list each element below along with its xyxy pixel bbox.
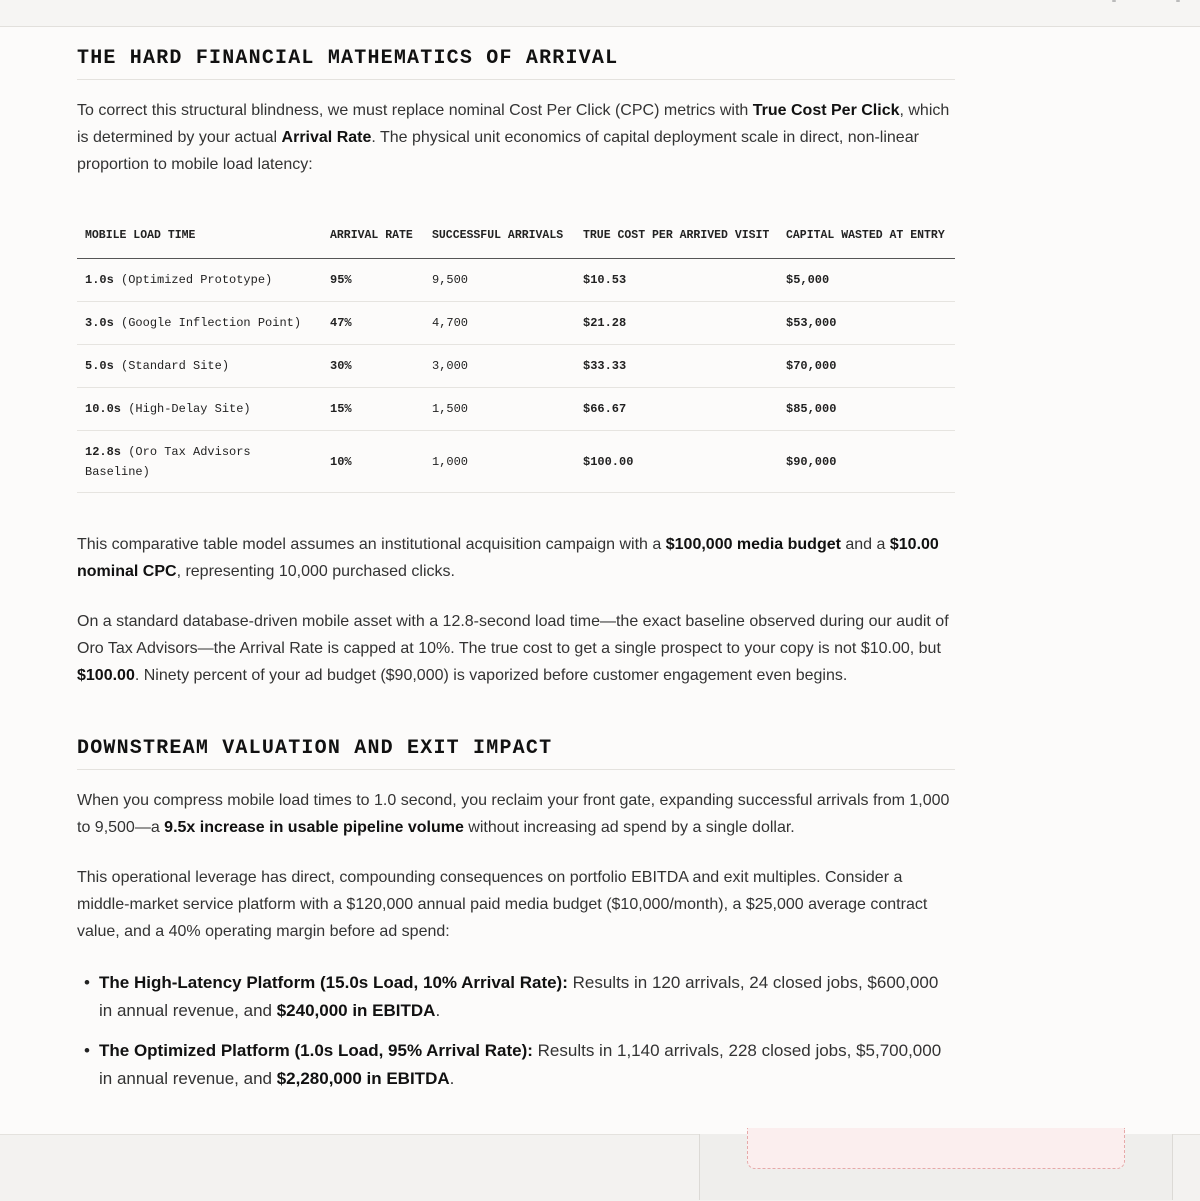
list-item xyxy=(84,1037,955,1093)
table-row xyxy=(77,302,955,345)
true-cost-cell: $21.28 xyxy=(575,302,778,345)
bold-run: $10.00 nominal CPC xyxy=(77,536,939,580)
load-time-value: 5.0s xyxy=(85,359,114,373)
load-time-cell xyxy=(77,345,322,388)
table-row xyxy=(77,345,955,388)
text-run: , which is determined by your actual xyxy=(77,102,950,146)
load-time-value: 12.8s xyxy=(85,444,122,459)
intro-paragraph xyxy=(77,97,955,178)
true-cost-cell: $66.67 xyxy=(575,388,778,431)
text-run: . xyxy=(449,1069,455,1088)
load-time-value: 3.0s xyxy=(85,316,114,330)
capital-wasted-cell: $90,000 xyxy=(778,431,955,493)
bold-run: $2,280,000 in EBITDA xyxy=(276,1069,450,1088)
capital-wasted-cell: $85,000 xyxy=(778,388,955,431)
bullet-marker: • xyxy=(84,1041,90,1060)
compression-paragraph xyxy=(77,787,955,841)
leverage-paragraph: This operational leverage has direct, compounding consequences on portfolio EBITDA and exit multiples. Consider a middle-market service platform with a $120,000 annual paid media budget ($10,000/month), a $25,000 average contract value, and a 40% operating margin before ad spend: xyxy=(77,869,928,940)
table-row xyxy=(77,431,955,493)
load-time-description: (High-Delay Site) xyxy=(121,402,251,416)
load-time-description: (Optimized Prototype) xyxy=(113,273,273,287)
table-row xyxy=(77,388,955,431)
load-time-description: (Google Inflection Point) xyxy=(113,316,302,330)
toolbar-marker xyxy=(1112,0,1116,2)
text-run: This comparative table model assumes an institutional acquisition campaign with a xyxy=(77,536,666,553)
baseline-analysis-paragraph xyxy=(77,608,955,689)
table-assumptions-paragraph xyxy=(77,531,955,585)
arrival-rate-cell: 95% xyxy=(322,259,424,302)
text-run: . Ninety percent of your ad budget ($90,000) is vaporized before customer engagement even begins. xyxy=(134,667,848,684)
section-heading-financial-mathematics: THE HARD FINANCIAL MATHEMATICS OF ARRIVAL xyxy=(77,47,955,80)
true-cost-cell: $33.33 xyxy=(575,345,778,388)
successful-arrivals-cell: 4,700 xyxy=(424,302,575,345)
bold-run: 9.5x increase in usable pipeline volume xyxy=(164,819,464,836)
article-content xyxy=(77,27,955,1105)
bold-run: The Optimized Platform (1.0s Load, 95% Arrival Rate): xyxy=(99,1041,533,1060)
bullet-marker: • xyxy=(84,973,90,992)
bold-run: $100.00 xyxy=(77,667,135,684)
text-run: When you compress mobile load times to 1.0 second, you reclaim your front gate, expanding successful arrivals from 1,000 to 9,500—a xyxy=(77,792,950,836)
arrival-rate-cell: 30% xyxy=(322,345,424,388)
bold-run: Arrival Rate xyxy=(281,129,372,146)
bold-run: $100,000 media budget xyxy=(665,536,841,553)
column-header-capital-wasted: CAPITAL WASTED AT ENTRY xyxy=(778,222,955,259)
section-heading-downstream-valuation: DOWNSTREAM VALUATION AND EXIT IMPACT xyxy=(77,737,955,770)
text-run: On a standard database-driven mobile asset with a 12.8-second load time—the exact baseline observed during our audit of Oro Tax Advisors—the Arrival Rate is capped at 10%. The true cost to get a single prospect to your copy is not $10.00, but xyxy=(77,613,949,657)
bold-run: True Cost Per Click xyxy=(752,102,900,119)
column-header-true-cost: TRUE COST PER ARRIVED VISIT xyxy=(575,222,778,259)
table-row xyxy=(77,259,955,302)
capital-wasted-cell: $53,000 xyxy=(778,302,955,345)
arrival-rate-cell: 15% xyxy=(322,388,424,431)
text-run: To correct this structural blindness, we must replace nominal Cost Per Click (CPC) metrics with xyxy=(77,102,753,119)
list-item xyxy=(84,969,955,1025)
text-run: , representing 10,000 purchased clicks. xyxy=(176,563,455,580)
load-time-value: 10.0s xyxy=(85,402,122,416)
dashed-drop-zone[interactable] xyxy=(747,1128,1125,1169)
table-header-row xyxy=(77,222,955,259)
load-time-cell xyxy=(77,302,322,345)
successful-arrivals-cell: 1,000 xyxy=(424,431,575,493)
text-run: without increasing ad spend by a single dollar. xyxy=(463,819,795,836)
text-run: . The physical unit economics of capital deployment scale in direct, non-linear proportion to mobile load latency: xyxy=(77,129,919,173)
successful-arrivals-cell: 3,000 xyxy=(424,345,575,388)
load-time-cell xyxy=(77,259,322,302)
load-time-cell xyxy=(77,431,322,493)
arrival-economics-table xyxy=(77,222,955,493)
capital-wasted-cell: $70,000 xyxy=(778,345,955,388)
load-time-value: 1.0s xyxy=(85,273,114,287)
column-header-load-time: MOBILE LOAD TIME xyxy=(77,222,322,259)
bold-run: The High-Latency Platform (15.0s Load, 10% Arrival Rate): xyxy=(99,973,568,992)
document-page xyxy=(0,27,1200,1134)
successful-arrivals-cell: 9,500 xyxy=(424,259,575,302)
platform-comparison-list xyxy=(77,969,955,1093)
arrival-rate-cell: 47% xyxy=(322,302,424,345)
top-toolbar xyxy=(0,0,1200,27)
text-run: Results in 1,140 arrivals, 228 closed jobs, $5,700,000 in annual revenue, and xyxy=(99,1041,942,1088)
successful-arrivals-cell: 1,500 xyxy=(424,388,575,431)
capital-wasted-cell: $5,000 xyxy=(778,259,955,302)
column-header-successful-arrivals: SUCCESSFUL ARRIVALS xyxy=(424,222,575,259)
text-run: and a xyxy=(840,536,890,553)
true-cost-cell: $100.00 xyxy=(575,431,778,493)
bold-run: $240,000 in EBITDA xyxy=(276,1001,436,1020)
arrival-rate-cell: 10% xyxy=(322,431,424,493)
text-run: Results in 120 arrivals, 24 closed jobs, $600,000 in annual revenue, and xyxy=(99,973,939,1020)
load-time-description: (Standard Site) xyxy=(113,359,230,373)
toolbar-marker xyxy=(1176,0,1180,2)
column-header-arrival-rate: ARRIVAL RATE xyxy=(322,222,424,259)
load-time-cell xyxy=(77,388,322,431)
load-time-description: (Oro Tax Advisors Baseline) xyxy=(85,444,251,479)
text-run: . xyxy=(435,1001,441,1020)
true-cost-cell: $10.53 xyxy=(575,259,778,302)
